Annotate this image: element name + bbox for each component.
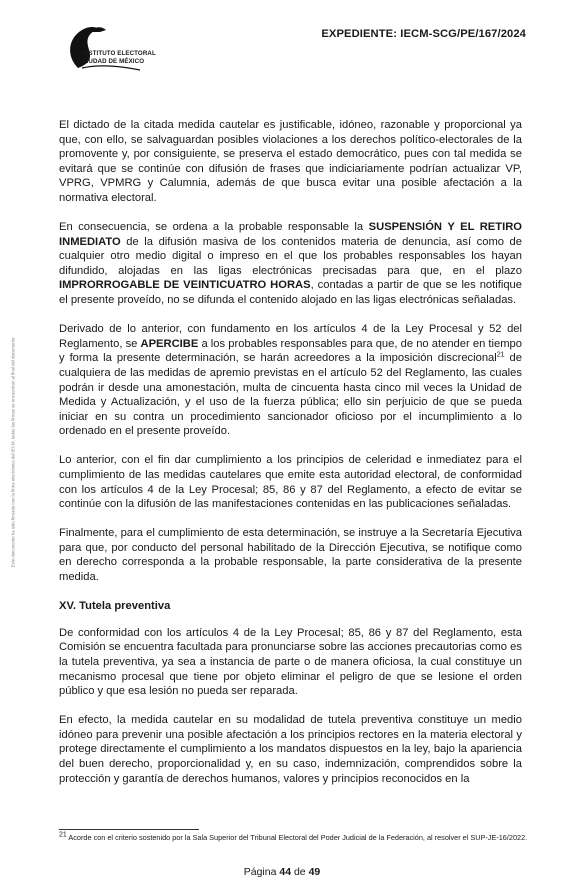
paragraph-text: De conformidad con los artículos 4 de la Ley Procesal; 85, 86 y 87 del Reglamento, esta Comisión se encuentra facultada para pronunciarse sobre las acciones precautorias como es la tutela preventiva, ya sea a instancia de parte o de manera oficiosa, la cual constituye un mecanismo procesal que tiene por objeto eliminar el peligro de que se lesione el orden público y que esa lesión no pueda ser reparada. <box>59 626 522 698</box>
body-paragraph <box>59 713 522 786</box>
paragraph-text: a los probables responsables para que, de no atender en tiempo y forma la presente determinación, se harán acreedores a la imposición discrecional <box>59 337 522 365</box>
paragraph-text: Lo anterior, con el fin dar cumplimiento a los principios de celeridad e inmediatez para el cumplimiento de las medidas cautelares que emite esta autoridad electoral, de conformidad con los artículos 4 de la Ley Procesal; 85, 86 y 87 del Reglamento, a efecto de evitar se continúe con la difusión de las manifestaciones contenidas en las publicaciones señaladas. <box>59 454 522 511</box>
logo-text-line1: INSTITUTO ELECTORAL <box>82 50 156 57</box>
page-number-prefix: Página <box>243 866 280 878</box>
paragraph-text: de la difusión masiva de los contenidos materia de denuncia, así como de cualquier otro medio digital o impreso en el que los probables responsables los hayan difundido, alojadas en las ligas electrónicas precisadas para que, en el plazo <box>59 235 522 277</box>
body-paragraph <box>59 220 522 308</box>
body-paragraph <box>59 526 522 584</box>
bold-text: APERCIBE <box>140 337 199 350</box>
body-paragraph <box>59 453 522 511</box>
signature-side-note: Este documento ha sido firmado con la firma electrónica del IECM, todas las firmas se encuentran al final del documento <box>10 337 16 568</box>
page-number <box>0 866 564 878</box>
bold-text: XV. Tutela preventiva <box>59 600 171 613</box>
body-paragraph <box>59 118 522 206</box>
paragraph-text: En efecto, la medida cautelar en su modalidad de tutela preventiva constituye un medio idóneo para prevenir una posible afectación a los principios rectores en la materia electoral y protege directamente el cumplimiento a los mandatos dispuestos en la ley, bajo la apariencia del buen derecho, proporcionalidad y, en su caso, indemnización, comprendidos sobre la protección y garantía de derechos humanos, valores y principios reconocidos en la <box>59 714 522 785</box>
section-heading <box>59 599 522 614</box>
page-number-current: 44 <box>279 866 292 878</box>
footnote-reference: 21 <box>496 351 505 359</box>
paragraph-text: En consecuencia, se ordena a la probable responsable la <box>59 221 369 234</box>
logo-text-line2: CIUDAD DE MÉXICO <box>82 58 145 65</box>
document-body <box>59 118 522 801</box>
bold-text: SUSPENSIÓN Y EL RETIRO INMEDIATO <box>59 221 522 248</box>
paragraph-text: Derivado de lo anterior, con fundamento en los artículos 4 de la Ley Procesal y 52 del Reglamento, se <box>59 323 522 350</box>
paragraph-text: El dictado de la citada medida cautelar es justificable, idóneo, razonable y proporcional ya que, con ello, se salvaguardan posibles violaciones a los derechos político-electorales de la promovente y, por consiguiente, se preserva el estado democrático, pues con tal medida se evitará que se continúe con difusión de frases que indiciariamente podrían actualizar VP, VPRG, VPMRG y Calumnia, además de que busca evitar una posible afectación a la normativa electoral. <box>59 119 522 204</box>
footnote-text: Acorde con el criterio sostenido por la Sala Superior del Tribunal Electoral del Poder Judicial de la Federación, al resolver el SUP-JE-16/2022. <box>66 833 528 842</box>
bold-text: IMPRORROGABLE DE VEINTICUATRO HORAS <box>59 279 311 292</box>
paragraph-text: , contadas a partir de que se les notifique el presente proveído, no se difunda el contenido alojado en las ligas electrónicas señaladas. <box>59 279 523 307</box>
page-number-middle: de <box>291 866 309 878</box>
body-paragraph <box>59 626 522 699</box>
footnote <box>59 833 529 843</box>
body-paragraph <box>59 322 522 439</box>
paragraph-text: de cualquiera de las medidas de apremio previstas en el artículo 52 del Reglamento, las cuales podrán ir desde una amonestación, multa de cincuenta hasta cinco mil veces la Unidad de Medida y Actualización, y el uso de la fuerza pública; ello sin perjuicio de que se pueda iniciar en su contra un procedimiento sancionador oficioso por el incumplimiento a lo ordenado en el presente proveído. <box>59 352 522 438</box>
iecm-logo <box>60 20 190 72</box>
footnote-marker: 21 <box>59 831 67 839</box>
paragraph-text: Finalmente, para el cumplimiento de esta determinación, se instruye a la Secretaría Ejecutiva para que, por conducto del personal habilitado de la Dirección Ejecutiva, se notifique como en derecho corresponda a la probable responsable, la parte considerativa de la presente medida. <box>59 527 522 584</box>
expediente-number: EXPEDIENTE: IECM-SCG/PE/167/2024 <box>321 28 526 40</box>
footnote-divider <box>59 829 199 830</box>
page-number-total: 49 <box>308 866 321 878</box>
